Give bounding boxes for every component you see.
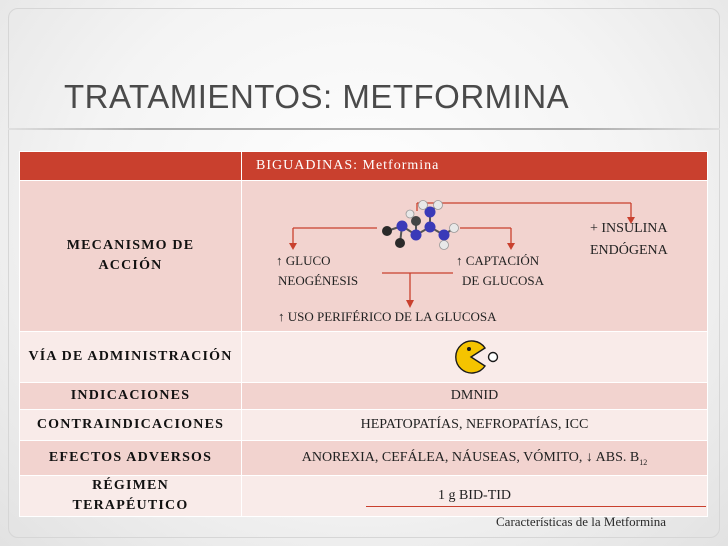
title-divider: [8, 128, 720, 130]
slide-footer: Características de la Metformina: [496, 514, 667, 529]
efectos-value: ANOREXIA, CEFÁLEA, NÁUSEAS, VÓMITO, ↓ ABS. B: [301, 449, 640, 465]
pacman-pill-icon: [454, 340, 502, 374]
via-cell: [242, 332, 708, 383]
table-row-mecanismo: [20, 181, 708, 332]
gluconeogenesis-label-2: NEOGÉNESIS: [278, 273, 359, 288]
row-label-contraindicaciones: CONTRAINDICACIONES: [20, 410, 242, 441]
row-label-indicaciones: INDICACIONES: [20, 383, 242, 410]
row-label-mecanismo: MECANISMO DE ACCIÓN: [20, 181, 242, 332]
row-label-regimen: RÉGIMEN TERAPÉUTICO: [20, 476, 242, 517]
table-row-via: [20, 332, 708, 383]
table-header: BIGUADINAS: Metformina: [242, 152, 708, 181]
insulina-label-2: ENDÓGENA: [590, 243, 668, 258]
insulina-label-1: + INSULINA: [590, 221, 668, 236]
mechanism-diagram: [242, 181, 707, 331]
table-row-contraindicaciones: [20, 410, 708, 441]
captacion-label-2: DE GLUCOSA: [462, 273, 544, 288]
uso-periferico-label: ↑ USO PERIFÉRICO DE LA GLUCOSA: [278, 309, 497, 324]
regimen-value: 1 g BID-TID: [242, 476, 708, 517]
header-empty-cell: [20, 152, 242, 181]
slide-title: TRATAMIENTOS: METFORMINA: [64, 78, 570, 115]
efectos-cell: [242, 441, 708, 476]
metformin-molecule-icon: [382, 201, 459, 250]
table-row-efectos: [20, 441, 708, 476]
gluconeogenesis-label-1: ↑ GLUCO: [276, 253, 331, 268]
metformin-table: [19, 151, 708, 517]
table-header-row: [20, 152, 708, 181]
table-row-indicaciones: [20, 383, 708, 410]
indicaciones-value: DMNID: [242, 383, 708, 410]
efectos-subscript: 12: [639, 457, 648, 467]
mechanism-cell: [242, 181, 708, 332]
table-row-regimen: [20, 476, 708, 517]
captacion-label-1: ↑ CAPTACIÓN: [456, 253, 540, 268]
footer-divider: [366, 506, 706, 507]
row-label-via: VÍA DE ADMINISTRACIÓN: [20, 332, 242, 383]
contraindicaciones-value: HEPATOPATÍAS, NEFROPATÍAS, ICC: [242, 410, 708, 441]
row-label-efectos: EFECTOS ADVERSOS: [20, 441, 242, 476]
